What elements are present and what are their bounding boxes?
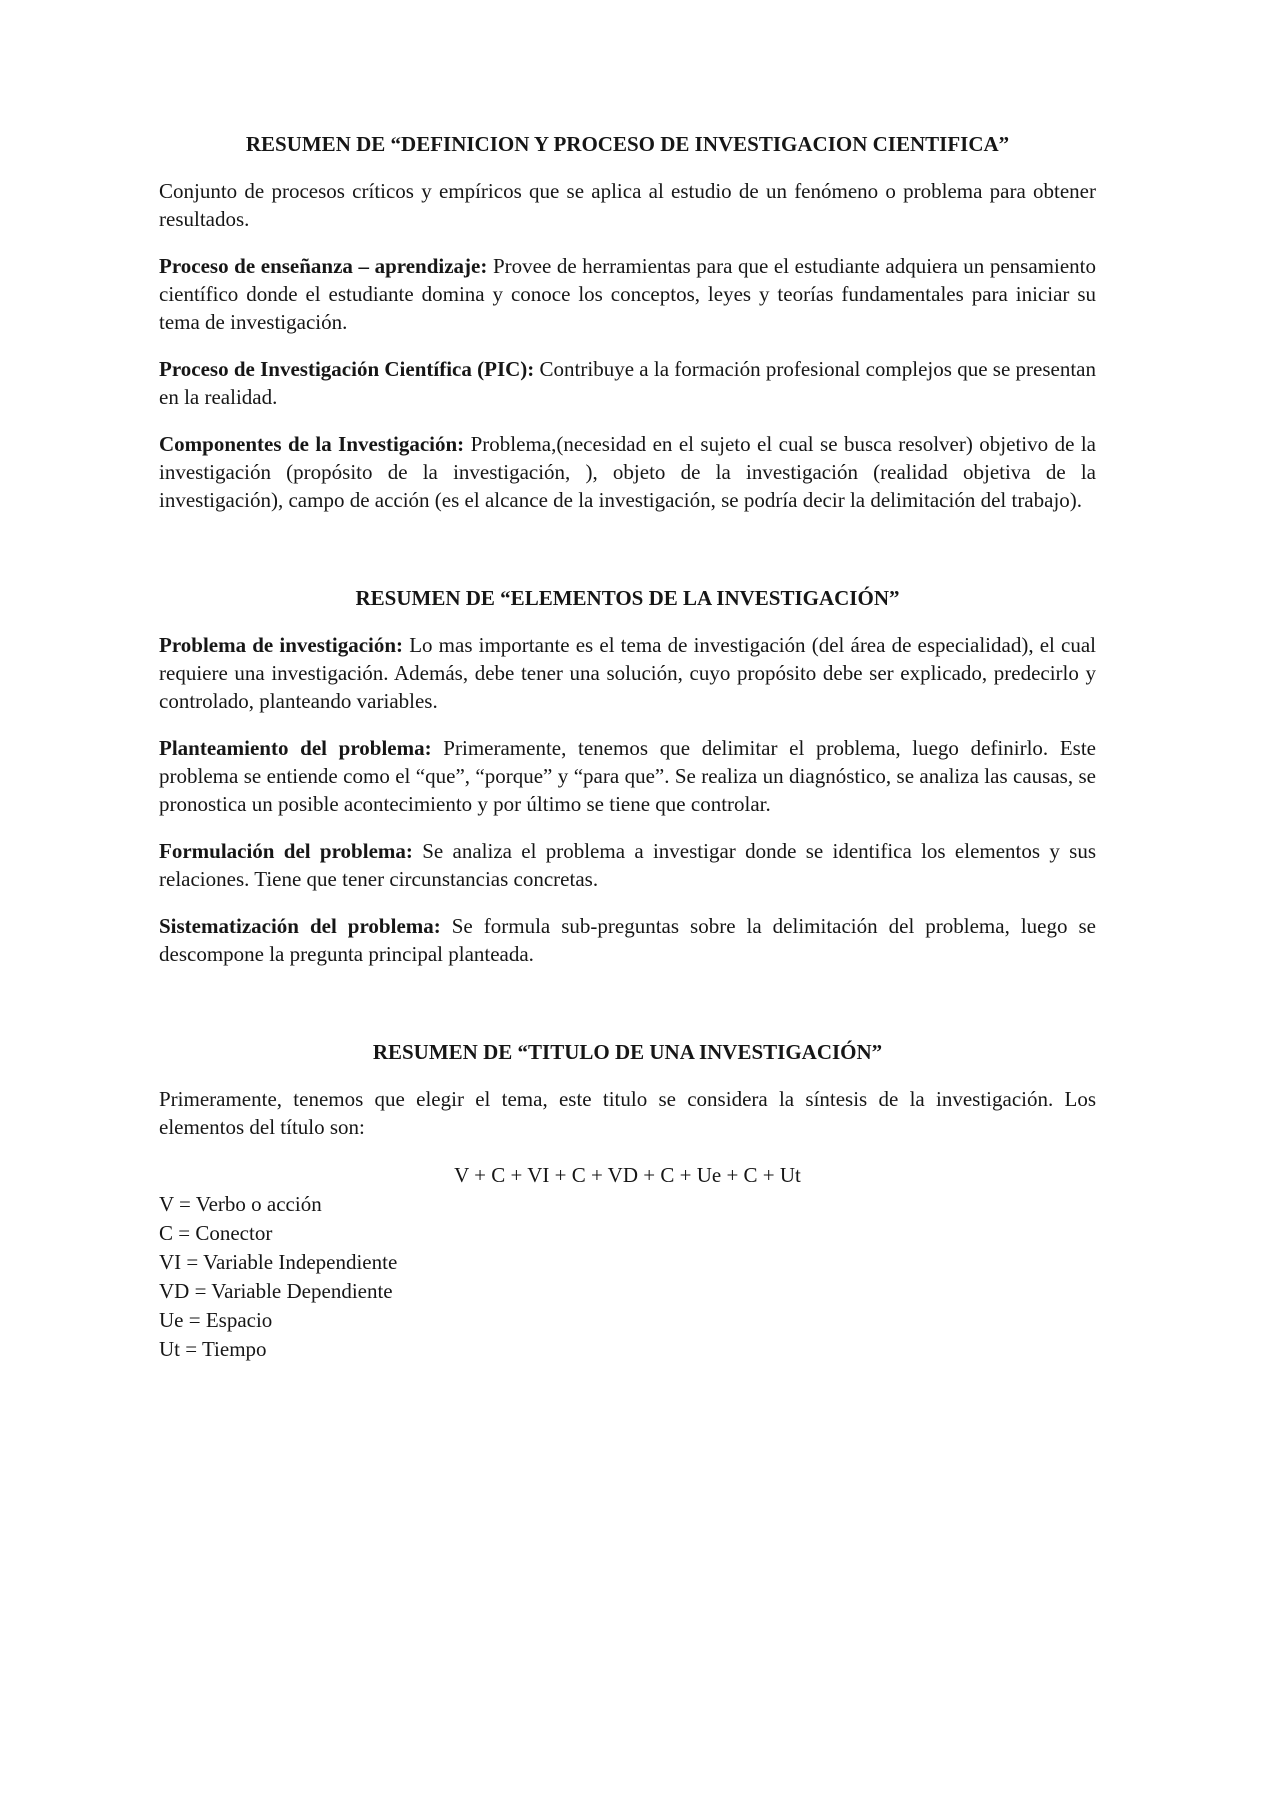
title-formula: V + C + VI + C + VD + C + Ue + C + Ut [454, 1163, 801, 1187]
paragraph-lead: Formulación del problema: [159, 839, 413, 863]
paragraph-lead: Sistematización del problema: [159, 914, 441, 938]
paragraph [159, 734, 1096, 818]
definition-line: VI = Variable Independiente [159, 1250, 398, 1274]
section-heading: RESUMEN DE “DEFINICION Y PROCESO DE INVESTIGACION CIENTIFICA” [245, 132, 1010, 156]
paragraph [159, 912, 1096, 968]
section-titulo-investigacion [159, 1038, 1096, 1364]
formula-definitions [159, 1190, 1096, 1364]
section-definicion-y-proceso [159, 130, 1096, 514]
paragraph-body: Primeramente, tenemos que elegir el tema, este titulo se considera la síntesis de la investigación. Los elementos del título son: [159, 1087, 1096, 1139]
paragraph [159, 430, 1096, 514]
paragraph [159, 252, 1096, 336]
paragraph [159, 1085, 1096, 1141]
paragraph-body: Provee de herramientas para que el estudiante adquiera un pensamiento científico donde el estudiante domina y conoce los conceptos, leyes y teorías fundamentales para iniciar su tema de investigación. [159, 254, 1096, 334]
paragraph-lead: Componentes de la Investigación: [159, 432, 465, 456]
paragraph-lead: Planteamiento del problema: [159, 736, 432, 760]
paragraph-body: Primeramente, tenemos que delimitar el problema, luego definirlo. Este problema se entiende como el “que”, “porque” y “para que”. Se realiza un diagnóstico, se analiza las causas, se pronostica un posible acontecimiento y por último se tiene que controlar. [159, 736, 1096, 816]
paragraph-body: Se analiza el problema a investigar donde se identifica los elementos y sus relaciones. Tiene que tener circunstancias concretas. [159, 839, 1097, 891]
paragraph-body: Conjunto de procesos críticos y empíricos que se aplica al estudio de un fenómeno o problema para obtener resultados. [159, 179, 1096, 231]
paragraph-body: Problema,(necesidad en el sujeto el cual se busca resolver) objetivo de la investigación (propósito de la investigación, ), objeto de la investigación (realidad objetiva de la investigación), campo de acción (es el alcance de la investigación, se podría decir la delimitación del trabajo). [159, 432, 1096, 512]
paragraph-body: Contribuye a la formación profesional complejos que se presentan en la realidad. [159, 357, 1096, 409]
definition-line: Ue = Espacio [159, 1308, 273, 1332]
section-elementos-investigacion [159, 584, 1096, 968]
definition-line: C = Conector [159, 1221, 273, 1245]
section-heading: RESUMEN DE “ELEMENTOS DE LA INVESTIGACIÓN” [355, 586, 900, 610]
paragraph [159, 631, 1096, 715]
definition-line: V = Verbo o acción [159, 1192, 322, 1216]
paragraph [159, 177, 1096, 233]
paragraph-body: Lo mas importante es el tema de investigación (del área de especialidad), el cual requiere una investigación. Además, debe tener una solución, cuyo propósito debe ser explicado, predecirlo y controlado, planteando variables. [159, 633, 1096, 713]
paragraph [159, 355, 1096, 411]
paragraph-body: Se formula sub-preguntas sobre la delimitación del problema, luego se descompone la pregunta principal planteada. [159, 914, 1096, 966]
paragraph [159, 837, 1096, 893]
definition-line: VD = Variable Dependiente [159, 1279, 393, 1303]
definition-line: Ut = Tiempo [159, 1337, 267, 1361]
paragraph-lead: Proceso de Investigación Científica (PIC): [159, 357, 535, 381]
paragraph-lead: Proceso de enseñanza – aprendizaje: [159, 254, 488, 278]
section-heading: RESUMEN DE “TITULO DE UNA INVESTIGACIÓN” [372, 1040, 883, 1064]
paragraph-lead: Problema de investigación: [159, 633, 404, 657]
